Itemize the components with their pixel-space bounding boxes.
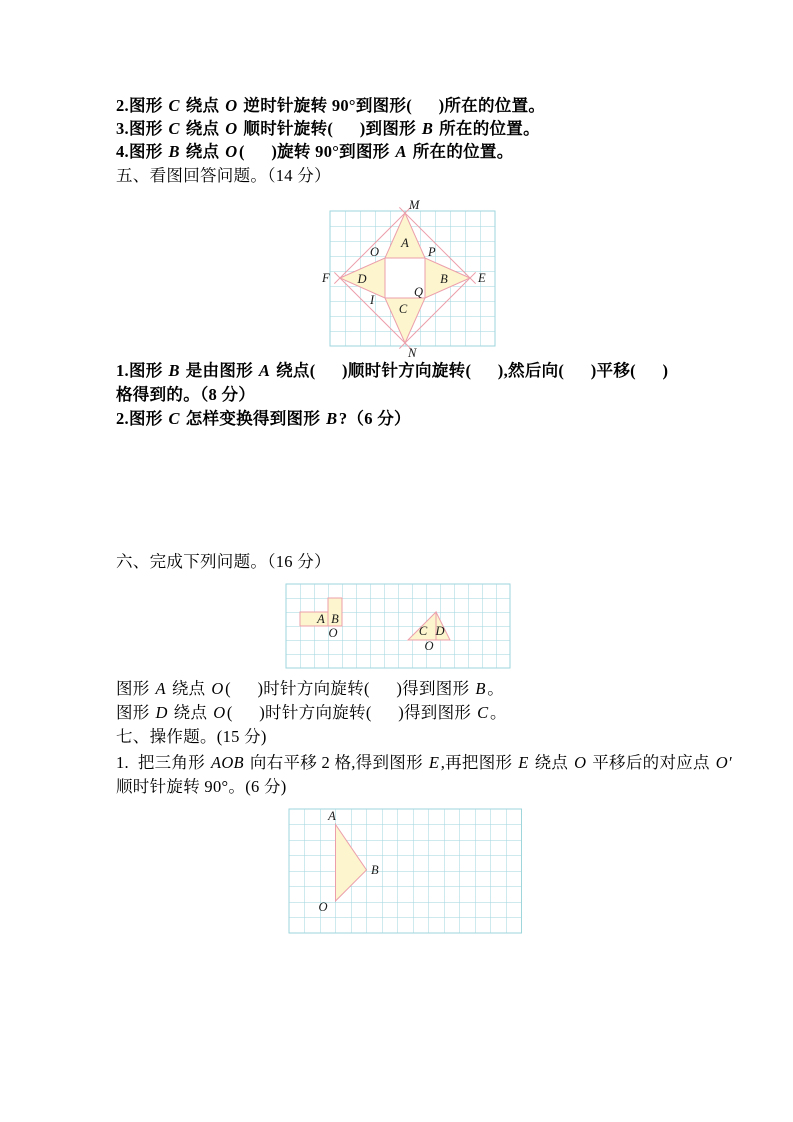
figure-rotation-pairs [285,583,511,669]
label-O: O [318,900,328,914]
question-3: 3.图形 C 绕点 O 顺时针旋转( )到图形 B 所在的位置。 [116,119,540,138]
label-M: M [409,198,420,212]
question-4: 4.图形 B 绕点 O( )旋转 90°到图形 A 所在的位置。 [116,142,514,161]
label-B: B [331,612,339,626]
label-O-left: O [328,626,338,640]
label-B: B [440,272,448,286]
question-2: 2.图形 C 绕点 O 逆时针旋转 90°到图形( )所在的位置。 [116,96,546,115]
label-A: A [317,612,325,626]
section-5-title: 五、看图回答问题。（14 分） [116,166,331,185]
label-Q: Q [414,285,424,299]
label-A: A [401,236,409,250]
label-F: F [322,271,330,285]
label-C: C [418,624,428,638]
label-E: E [478,271,486,285]
section-6-q2: 图形 D 绕点 O( )时针方向旋转( )得到图形 C。 [116,703,507,722]
section-7-title: 七、操作题。(15 分) [116,727,267,746]
figure-rotation-star [320,196,510,362]
label-D: D [357,272,367,286]
label-D: D [435,624,445,638]
label-A: A [328,809,336,823]
section-5-q2: 2.图形 C 怎样变换得到图形 B?（6 分） [116,409,411,428]
section-6-q1: 图形 A 绕点 O( )时针方向旋转( )得到图形 B。 [116,679,505,698]
grid-3 [289,809,522,933]
label-O-right: O [424,639,434,653]
section-6-title: 六、完成下列问题。（16 分） [116,552,331,571]
section-5-q1-line1: 1.图形 B 是由图形 A 绕点( )顺时针方向旋转( ),然后向( )平移( ) [116,361,669,380]
label-C: C [398,302,408,316]
label-P: P [428,245,436,259]
label-O: O [370,245,380,259]
section-5-q1-line2: 格得到的。（8 分） [116,385,256,404]
figure-triangle-aob [288,808,523,935]
section-7-q1-line2: 顺时针旋转 90°。(6 分) [116,777,287,796]
label-N: N [408,346,417,360]
label-I: I [370,293,375,307]
label-B: B [371,863,379,877]
section-7-q1-line1: 1. 把三角形 AOB 向右平移 2 格,得到图形 E,再把图形 E 绕点 O 平移后的对应点 O′ [116,753,732,772]
